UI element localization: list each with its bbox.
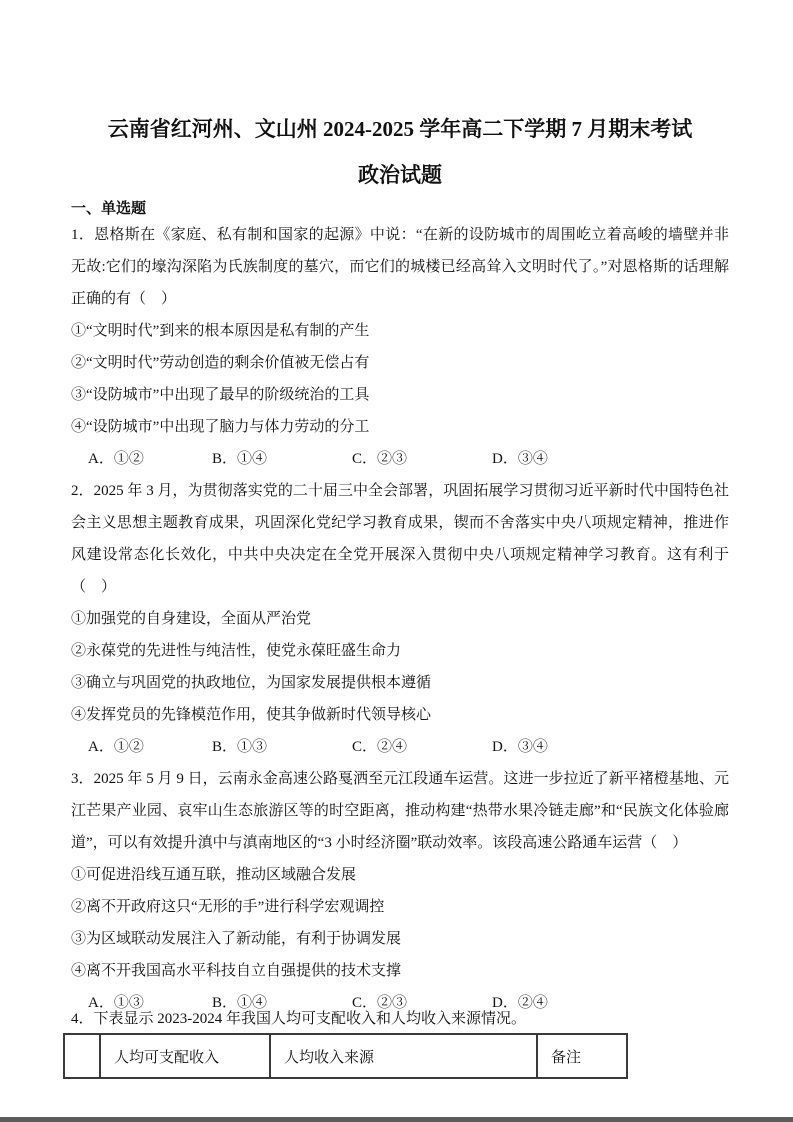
question-1-choice-a: A．①② [88,451,144,467]
question-2-item-3: ③确立与巩固党的执政地位，为国家发展提供根本遵循 [71,675,432,691]
question-3-choice-b: B．①④ [212,995,268,1011]
income-table-header-remarks: 备注 [537,1034,627,1078]
question-2-choice-d: D．③④ [492,739,548,755]
question-2-choice-c: C．②④ [352,739,408,755]
question-1-stem: 1．恩格斯在《家庭、私有制和国家的起源》中说：“在新的设防城市的周围屹立着高峻的墙壁并非无故:它们的壕沟深陷为氏族制度的墓穴，而它们的城楼已经高耸入文明时代了。”对恩格斯的话理解正确的有（ ） [71,227,729,307]
page-title: 云南省红河州、文山州 2024-2025 学年高二下学期 7 月期末考试 [107,117,693,141]
question-2-choices [71,731,729,763]
question-4 [71,1005,729,1079]
question-3-choice-d: D．②④ [492,995,548,1011]
income-table [63,1033,628,1079]
question-1-choice-d: D．③④ [492,451,548,467]
question-1-item-4: ④“设防城市”中出现了脑力与体力劳动的分工 [71,419,370,435]
question-2-item-1: ①加强党的自身建设，全面从严治党 [71,611,312,627]
income-table-header-income-source: 人均收入来源 [270,1034,537,1078]
question-2-choice-a: A．①② [88,739,144,755]
question-2-stem: 2．2025 年 3 月，为贯彻落实党的二十届三中全会部署，巩固拓展学习贯彻习近平新时代中国特色社会主义思想主题教育成果，巩固深化党纪学习教育成果，锲而不舍落实中央八项规定精神，推进作风建设常态化长效化，中共中央决定在全党开展深入贯彻中央八项规定精神学习教育。这有利于（ ） [71,483,729,595]
question-1-choice-c: C．②③ [352,451,408,467]
page-separator [0,1117,793,1122]
question-1-choice-b: B．①④ [212,451,268,467]
question-2-item-4: ④发挥党员的先锋模范作用，使其争做新时代领导核心 [71,707,432,723]
question-1-item-3: ③“设防城市”中出现了最早的阶级统治的工具 [71,387,370,403]
question-3-choice-a: A．①③ [88,995,144,1011]
question-2-item-2: ②永葆党的先进性与纯洁性，使党永葆旺盛生命力 [71,643,402,659]
question-1 [71,219,729,475]
question-3-choice-c: C．②③ [352,995,408,1011]
question-3-stem: 3．2025 年 5 月 9 日，云南永金高速公路戛洒至元江段通车运营。这进一步拉近了新平褚橙基地、元江芒果产业园、哀牢山生态旅游区等的时空距离，推动构建“热带水果冷链走廊”和“民族文化体验廊道”，可以有效提升滇中与滇南地区的“3 小时经济圈”联动效率。该段高速公路通车运营（ ） [71,771,729,851]
income-table-header-empty [64,1034,100,1078]
question-1-item-2: ②“文明时代”劳动创造的剩余价值被无偿占有 [71,355,370,371]
question-1-choices [71,443,729,475]
question-2 [71,475,729,763]
income-table-header-disposable-income: 人均可支配收入 [100,1034,270,1078]
page-subtitle: 政治试题 [358,163,442,187]
question-3-item-2: ②离不开政府这只“无形的手”进行科学宏观调控 [71,899,385,915]
section-heading: 一、单选题 [71,201,147,217]
question-1-item-1: ①“文明时代”到来的根本原因是私有制的产生 [71,323,370,339]
question-3-item-1: ①可促进沿线互通互联，推动区域融合发展 [71,867,357,883]
question-3-item-3: ③为区域联动发展注入了新动能，有利于协调发展 [71,931,402,947]
question-4-stem: 4．下表显示 2023-2024 年我国人均可支配收入和人均收入来源情况。 [71,1011,526,1027]
question-3 [71,763,729,1019]
question-3-item-4: ④离不开我国高水平科技自立自强提供的技术支撑 [71,963,402,979]
income-table-header-row [64,1034,627,1078]
question-2-choice-b: B．①③ [212,739,268,755]
